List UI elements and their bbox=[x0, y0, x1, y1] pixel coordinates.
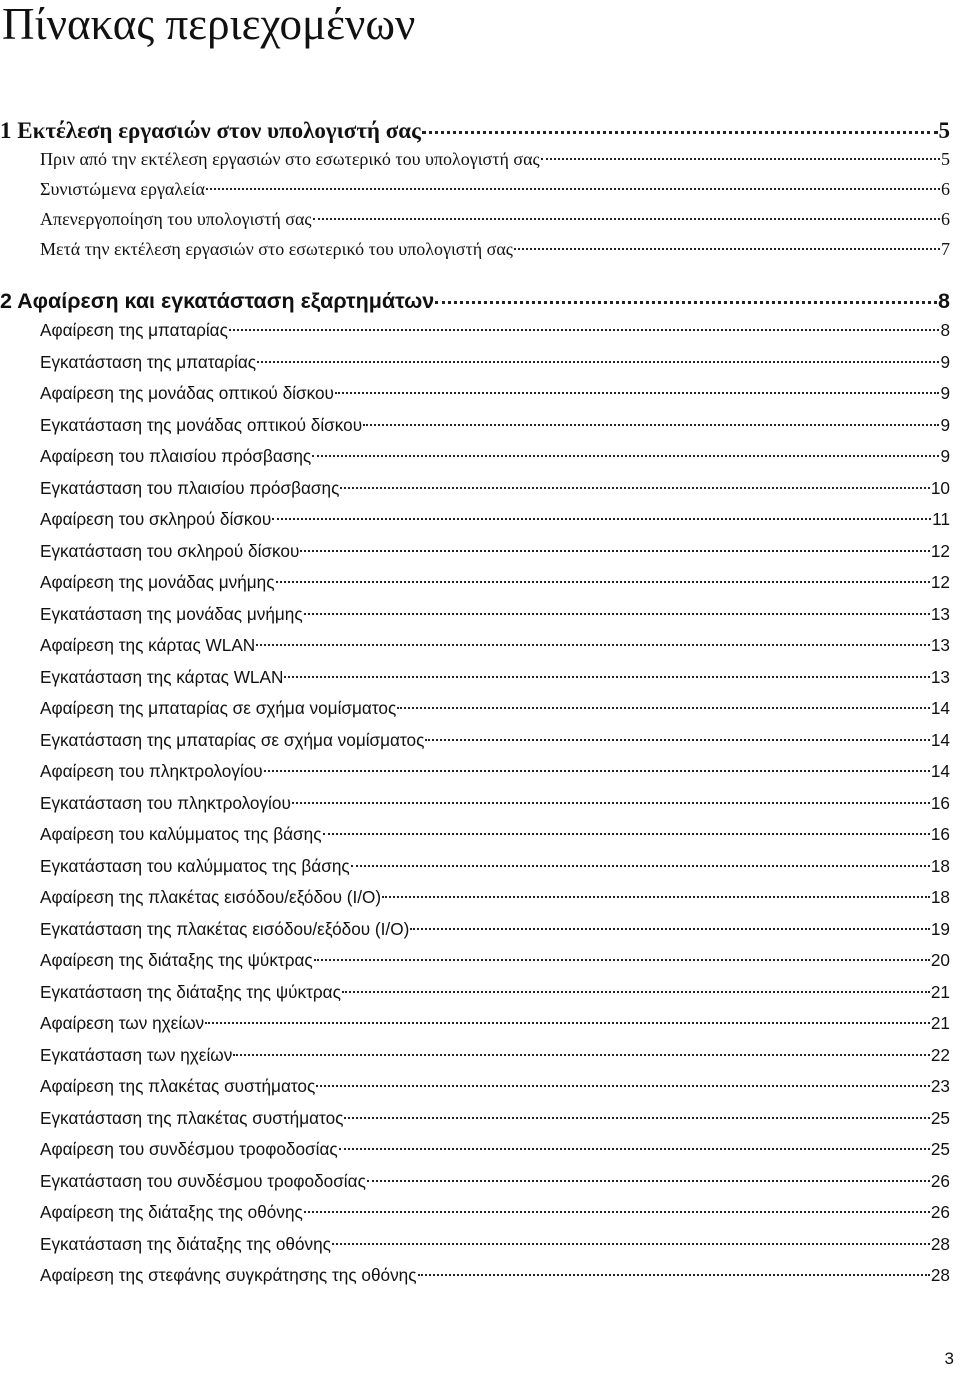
dot-leader bbox=[332, 1243, 930, 1245]
toc-entry[interactable] bbox=[0, 824, 950, 856]
toc-entry-page: 28 bbox=[930, 1233, 950, 1254]
toc-entry[interactable] bbox=[0, 1139, 950, 1171]
dot-leader bbox=[335, 392, 939, 394]
toc-entry-page: 11 bbox=[932, 509, 950, 529]
table-of-contents bbox=[0, 118, 950, 1297]
toc-entry[interactable] bbox=[0, 209, 950, 239]
toc-entry[interactable] bbox=[0, 730, 950, 762]
dot-leader bbox=[418, 1274, 930, 1276]
dot-leader bbox=[382, 896, 930, 898]
toc-entry-page: 8 bbox=[940, 320, 950, 340]
toc-entry-page: 14 bbox=[930, 761, 950, 781]
dot-leader bbox=[256, 644, 930, 646]
toc-chapter-1[interactable] bbox=[0, 118, 950, 149]
dot-leader bbox=[292, 802, 930, 804]
toc-entry-label: Αφαίρεση της διάταξης της ψύκτρας bbox=[40, 950, 313, 970]
toc-entry[interactable] bbox=[0, 604, 950, 636]
toc-entry[interactable] bbox=[0, 793, 950, 825]
toc-entry[interactable] bbox=[0, 352, 950, 384]
toc-entry-page: 18 bbox=[930, 855, 950, 876]
toc-entry-label: Αφαίρεση της διάταξης της οθόνης bbox=[40, 1202, 303, 1222]
toc-entry-page: 16 bbox=[930, 792, 950, 813]
dot-leader bbox=[205, 1022, 930, 1024]
toc-entry[interactable] bbox=[0, 509, 950, 541]
toc-entry-label: Εγκατάσταση της κάρτας WLAN bbox=[40, 666, 284, 687]
toc-entry-page: 10 bbox=[930, 477, 950, 498]
toc-entry-page: 22 bbox=[930, 1044, 950, 1065]
toc-entry-label: Αφαίρεση της μπαταρίας σε σχήμα νομίσματος bbox=[40, 698, 397, 718]
toc-entry-label: Εγκατάσταση του σκληρού δίσκου bbox=[40, 540, 300, 561]
dot-leader bbox=[233, 1054, 930, 1056]
toc-entry[interactable] bbox=[0, 1171, 950, 1203]
toc-entry[interactable] bbox=[0, 982, 950, 1014]
dot-leader bbox=[435, 301, 937, 304]
toc-entry-page: 20 bbox=[930, 950, 950, 970]
dot-leader bbox=[276, 581, 930, 583]
toc-entry-label: Εγκατάσταση του συνδέσμου τροφοδοσίας bbox=[40, 1170, 366, 1191]
toc-entry[interactable] bbox=[0, 919, 950, 951]
dot-leader bbox=[304, 613, 930, 615]
toc-entry-label: Εγκατάσταση της πλακέτας συστήματος bbox=[40, 1107, 344, 1128]
dot-leader bbox=[363, 424, 939, 426]
toc-chapter-label: 1 Εκτέλεση εργασιών στον υπολογιστή σας bbox=[0, 118, 421, 143]
toc-entry-label: Εγκατάσταση της μπαταρίας bbox=[40, 351, 257, 372]
toc-entry[interactable] bbox=[0, 950, 950, 982]
toc-entry[interactable] bbox=[0, 446, 950, 478]
toc-entry-page: 16 bbox=[930, 824, 950, 844]
toc-entry-page: 14 bbox=[930, 698, 950, 718]
toc-entry-label: Εγκατάσταση της διάταξης της ψύκτρας bbox=[40, 981, 341, 1002]
dot-leader bbox=[514, 248, 940, 250]
toc-entry[interactable] bbox=[0, 1013, 950, 1045]
toc-entry-page: 26 bbox=[930, 1202, 950, 1222]
dot-leader bbox=[323, 833, 930, 835]
toc-entry[interactable] bbox=[0, 667, 950, 699]
dot-leader bbox=[304, 1211, 930, 1213]
dot-leader bbox=[425, 739, 929, 741]
toc-entry-label: Εγκατάσταση του πληκτρολογίου bbox=[40, 792, 291, 813]
toc-entry-page: 5 bbox=[941, 149, 950, 169]
toc-entry-label: Εγκατάσταση της μονάδας οπτικού δίσκου bbox=[40, 414, 363, 435]
dot-leader bbox=[300, 550, 930, 552]
dot-leader bbox=[264, 770, 930, 772]
toc-entry[interactable] bbox=[0, 635, 950, 667]
toc-entry-page: 6 bbox=[941, 209, 950, 229]
toc-entry-label: Εγκατάσταση της μονάδας μνήμης bbox=[40, 603, 303, 624]
toc-entry-label: Αφαίρεση της μπαταρίας bbox=[40, 320, 228, 340]
dot-leader bbox=[340, 487, 930, 489]
toc-entry[interactable] bbox=[0, 415, 950, 447]
toc-entry[interactable] bbox=[0, 1108, 950, 1140]
toc-entry[interactable] bbox=[0, 541, 950, 573]
dot-leader bbox=[410, 928, 930, 930]
toc-entry-label: Αφαίρεση της στεφάνης συγκράτησης της οθόνης bbox=[40, 1265, 417, 1285]
toc-entry-label: Απενεργοποίηση του υπολογιστή σας bbox=[40, 209, 312, 229]
dot-leader bbox=[541, 158, 940, 160]
toc-entry[interactable] bbox=[0, 320, 950, 352]
toc-entry-label: Αφαίρεση των ηχείων bbox=[40, 1013, 205, 1033]
toc-entry-label: Εγκατάσταση της πλακέτας εισόδου/εξόδου (I/O) bbox=[40, 918, 410, 939]
dot-leader bbox=[351, 865, 930, 867]
dot-leader bbox=[312, 455, 939, 457]
toc-entry-label: Αφαίρεση του καλύμματος της βάσης bbox=[40, 824, 322, 844]
dot-leader bbox=[257, 361, 939, 363]
toc-entry-page: 12 bbox=[930, 572, 950, 592]
toc-entry-page: 13 bbox=[930, 666, 950, 687]
dot-leader bbox=[272, 518, 931, 520]
dot-leader bbox=[316, 1085, 930, 1087]
dot-leader bbox=[339, 1148, 930, 1150]
toc-chapter-page: 5 bbox=[938, 118, 950, 143]
toc-entry-page: 9 bbox=[940, 383, 950, 403]
dot-leader bbox=[206, 188, 940, 190]
toc-entry[interactable] bbox=[0, 1265, 950, 1297]
dot-leader bbox=[342, 991, 930, 993]
toc-entry-label: Αφαίρεση της μονάδας οπτικού δίσκου bbox=[40, 383, 334, 403]
page-title: Πίνακας περιεχομένων bbox=[2, 0, 416, 49]
chapter-gap bbox=[0, 269, 950, 289]
toc-entry-label: Αφαίρεση της πλακέτας εισόδου/εξόδου (I/O) bbox=[40, 887, 382, 907]
dot-leader bbox=[367, 1180, 930, 1182]
toc-entry[interactable] bbox=[0, 1202, 950, 1234]
toc-entry-label: Μετά την εκτέλεση εργασιών στο εσωτερικό του υπολογιστή σας bbox=[40, 239, 513, 259]
toc-entry-page: 25 bbox=[930, 1107, 950, 1128]
toc-entry-page: 18 bbox=[930, 887, 950, 907]
toc-entry[interactable] bbox=[0, 1234, 950, 1266]
dot-leader bbox=[314, 959, 930, 961]
toc-entry[interactable] bbox=[0, 572, 950, 604]
page-number: 3 bbox=[944, 1349, 954, 1368]
toc-entry-label: Αφαίρεση του πλαισίου πρόσβασης bbox=[40, 446, 312, 466]
toc-entry-label: Εγκατάσταση του πλαισίου πρόσβασης bbox=[40, 477, 340, 498]
toc-entry[interactable] bbox=[0, 478, 950, 510]
toc-chapter-label: 2 Αφαίρεση και εγκατάσταση εξαρτημάτων bbox=[0, 289, 435, 313]
dot-leader bbox=[229, 329, 940, 331]
toc-entry-page: 7 bbox=[941, 239, 950, 259]
toc-entry[interactable] bbox=[0, 239, 950, 269]
toc-chapter-page: 8 bbox=[938, 289, 950, 313]
toc-entry-page: 28 bbox=[930, 1265, 950, 1285]
toc-entry-page: 13 bbox=[930, 635, 950, 655]
toc-entry[interactable] bbox=[0, 1076, 950, 1108]
dot-leader bbox=[344, 1117, 929, 1119]
toc-entry-label: Αφαίρεση της πλακέτας συστήματος bbox=[40, 1076, 316, 1096]
toc-entry[interactable] bbox=[0, 1045, 950, 1077]
toc-entry-label: Εγκατάσταση του καλύμματος της βάσης bbox=[40, 855, 350, 876]
toc-entry-label: Πριν από την εκτέλεση εργασιών στο εσωτερικό του υπολογιστή σας bbox=[40, 149, 540, 169]
toc-entry-page: 9 bbox=[940, 414, 950, 435]
toc-entry-page: 12 bbox=[930, 540, 950, 561]
toc-entry-page: 21 bbox=[930, 981, 950, 1002]
toc-entry[interactable] bbox=[0, 887, 950, 919]
toc-entry-label: Αφαίρεση του σκληρού δίσκου bbox=[40, 509, 272, 529]
toc-entry-page: 25 bbox=[930, 1139, 950, 1159]
toc-entry-label: Συνιστώμενα εργαλεία bbox=[40, 179, 205, 199]
toc-entry-page: 23 bbox=[930, 1076, 950, 1096]
toc-entry-label: Αφαίρεση του συνδέσμου τροφοδοσίας bbox=[40, 1139, 338, 1159]
dot-leader bbox=[397, 707, 930, 709]
toc-entry[interactable] bbox=[0, 179, 950, 209]
toc-entry-page: 26 bbox=[930, 1170, 950, 1191]
toc-entry-label: Αφαίρεση του πληκτρολογίου bbox=[40, 761, 263, 781]
dot-leader bbox=[313, 218, 940, 220]
toc-entry-label: Εγκατάσταση της διάταξης της οθόνης bbox=[40, 1233, 331, 1254]
toc-chapter-2[interactable] bbox=[0, 289, 950, 320]
toc-entry-page: 6 bbox=[941, 179, 950, 199]
toc-entry-page: 21 bbox=[930, 1013, 950, 1033]
toc-entry-page: 13 bbox=[930, 603, 950, 624]
toc-entry-page: 9 bbox=[940, 351, 950, 372]
toc-entry-label: Αφαίρεση της κάρτας WLAN bbox=[40, 635, 256, 655]
toc-entry-label: Εγκατάσταση των ηχείων bbox=[40, 1044, 233, 1065]
toc-entry[interactable] bbox=[0, 856, 950, 888]
toc-entry-page: 19 bbox=[930, 918, 950, 939]
dot-leader bbox=[284, 676, 930, 678]
toc-entry[interactable] bbox=[0, 149, 950, 179]
toc-entry[interactable] bbox=[0, 383, 950, 415]
toc-entry-label: Αφαίρεση της μονάδας μνήμης bbox=[40, 572, 275, 592]
toc-entry-page: 9 bbox=[940, 446, 950, 466]
toc-entry[interactable] bbox=[0, 761, 950, 793]
toc-entry-page: 14 bbox=[930, 729, 950, 750]
toc-entry-label: Εγκατάσταση της μπαταρίας σε σχήμα νομίσματος bbox=[40, 729, 425, 750]
toc-entry[interactable] bbox=[0, 698, 950, 730]
dot-leader bbox=[422, 131, 938, 134]
